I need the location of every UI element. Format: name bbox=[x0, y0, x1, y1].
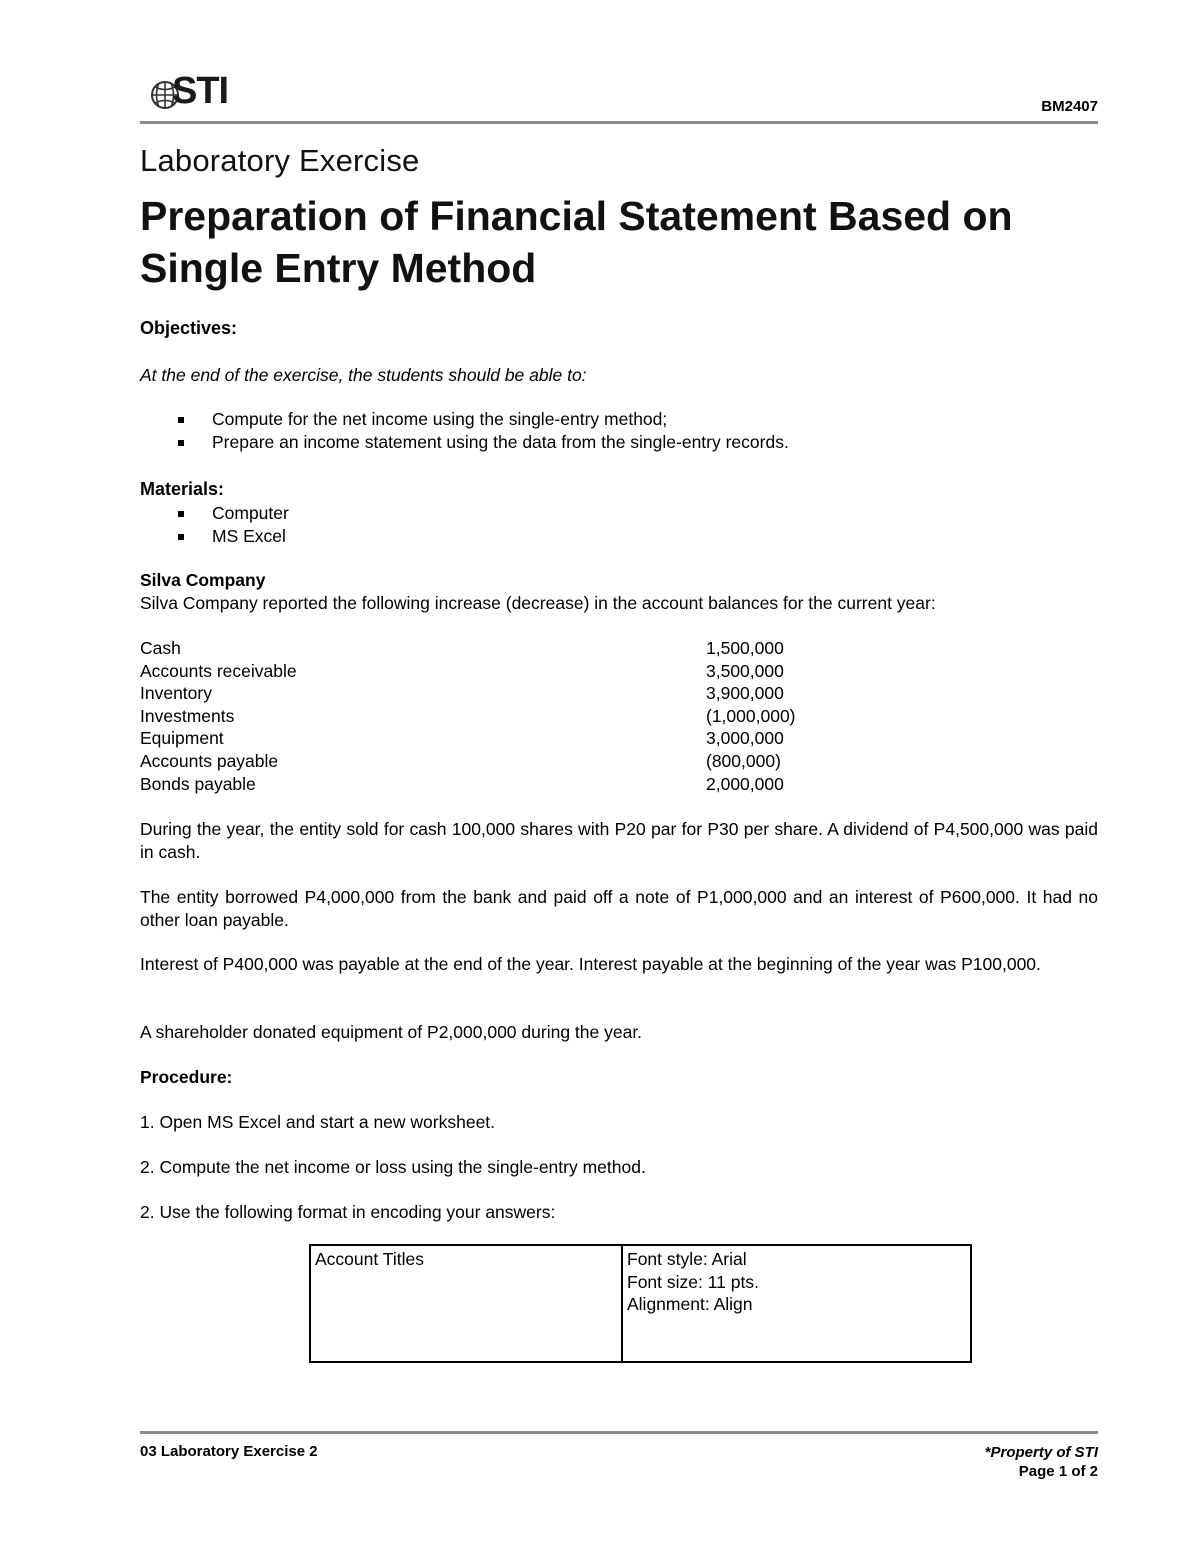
alignment-line: Alignment: Align bbox=[627, 1294, 753, 1315]
objectives-heading: Objectives: bbox=[140, 318, 238, 338]
header-divider bbox=[140, 121, 1098, 124]
list-item: MS Excel bbox=[140, 525, 289, 548]
procedure-step-1: 1. Open MS Excel and start a new worksheet. bbox=[140, 1112, 496, 1132]
materials-list bbox=[140, 502, 289, 548]
procedure-step-2: 2. Compute the net income or loss using the single-entry method. bbox=[140, 1157, 646, 1177]
company-intro: Silva Company reported the following increase (decrease) in the account balances for the current year: bbox=[140, 593, 936, 613]
table-row bbox=[310, 1245, 971, 1362]
balances-table bbox=[140, 637, 796, 795]
account-amount: 3,000,000 bbox=[706, 728, 784, 749]
account-name: Equipment bbox=[140, 728, 224, 749]
property-notice: *Property of STI bbox=[984, 1444, 1098, 1461]
account-amount: 2,000,000 bbox=[706, 773, 784, 794]
list-item: Computer bbox=[140, 502, 289, 525]
objectives-intro: At the end of the exercise, the students should be able to: bbox=[140, 365, 587, 385]
paragraph-interest: Interest of P400,000 was payable at the end of the year. Interest payable at the beginning of the year was P100,000. bbox=[140, 954, 1041, 974]
footer-doc-title: 03 Laboratory Exercise 2 bbox=[140, 1443, 318, 1460]
footer-right bbox=[985, 1443, 1098, 1481]
table-row bbox=[140, 682, 796, 705]
font-style-line: Font style: Arial bbox=[627, 1249, 747, 1269]
account-name: Accounts payable bbox=[140, 750, 279, 771]
procedure-step-3: 2. Use the following format in encoding your answers: bbox=[140, 1202, 556, 1222]
account-name: Accounts receivable bbox=[140, 660, 297, 681]
table-row bbox=[140, 705, 796, 728]
paragraph-donation: A shareholder donated equipment of P2,000,000 during the year. bbox=[140, 1022, 643, 1042]
materials-heading: Materials: bbox=[140, 479, 225, 499]
footer-divider bbox=[140, 1431, 1098, 1434]
table-row bbox=[140, 773, 796, 796]
account-name: Investments bbox=[140, 705, 235, 726]
account-amount: (800,000) bbox=[706, 750, 781, 771]
account-name: Inventory bbox=[140, 683, 212, 704]
sti-logo bbox=[150, 70, 240, 114]
table-row bbox=[140, 637, 796, 660]
format-spec-cell bbox=[622, 1245, 971, 1362]
font-size-line: Font size: 11 pts. bbox=[627, 1271, 759, 1292]
paragraph-share-sale: During the year, the entity sold for cash 100,000 shares with P20 par for P30 per share. A dividend of P4,500,000 was paid in cash. bbox=[140, 819, 1098, 862]
table-row bbox=[140, 660, 796, 683]
paragraph-borrowing: The entity borrowed P4,000,000 from the bank and paid off a note of P1,000,000 and an interest of P600,000. It had no other loan payable. bbox=[140, 887, 1098, 930]
account-amount: 1,500,000 bbox=[706, 638, 784, 658]
table-row bbox=[140, 750, 796, 773]
account-name: Bonds payable bbox=[140, 773, 256, 794]
procedure-heading: Procedure: bbox=[140, 1067, 233, 1087]
page-subtitle: Laboratory Exercise bbox=[140, 143, 420, 178]
account-titles-cell: Account Titles bbox=[310, 1245, 622, 1362]
objectives-list bbox=[140, 408, 789, 454]
table-row bbox=[140, 727, 796, 750]
document-code: BM2407 bbox=[1041, 98, 1098, 115]
account-amount: (1,000,000) bbox=[706, 705, 796, 726]
account-name: Cash bbox=[140, 638, 181, 658]
logo-text: STI bbox=[172, 70, 229, 112]
account-amount: 3,500,000 bbox=[706, 660, 784, 681]
page-title: Preparation of Financial Statement Based on Single Entry Method bbox=[140, 193, 1013, 291]
account-amount: 3,900,000 bbox=[706, 683, 784, 704]
page-number: Page 1 of 2 bbox=[1018, 1463, 1098, 1480]
company-heading: Silva Company bbox=[140, 570, 266, 590]
format-table bbox=[309, 1244, 972, 1363]
list-item: Compute for the net income using the single-entry method; bbox=[140, 408, 789, 431]
list-item: Prepare an income statement using the data from the single-entry records. bbox=[140, 431, 789, 454]
